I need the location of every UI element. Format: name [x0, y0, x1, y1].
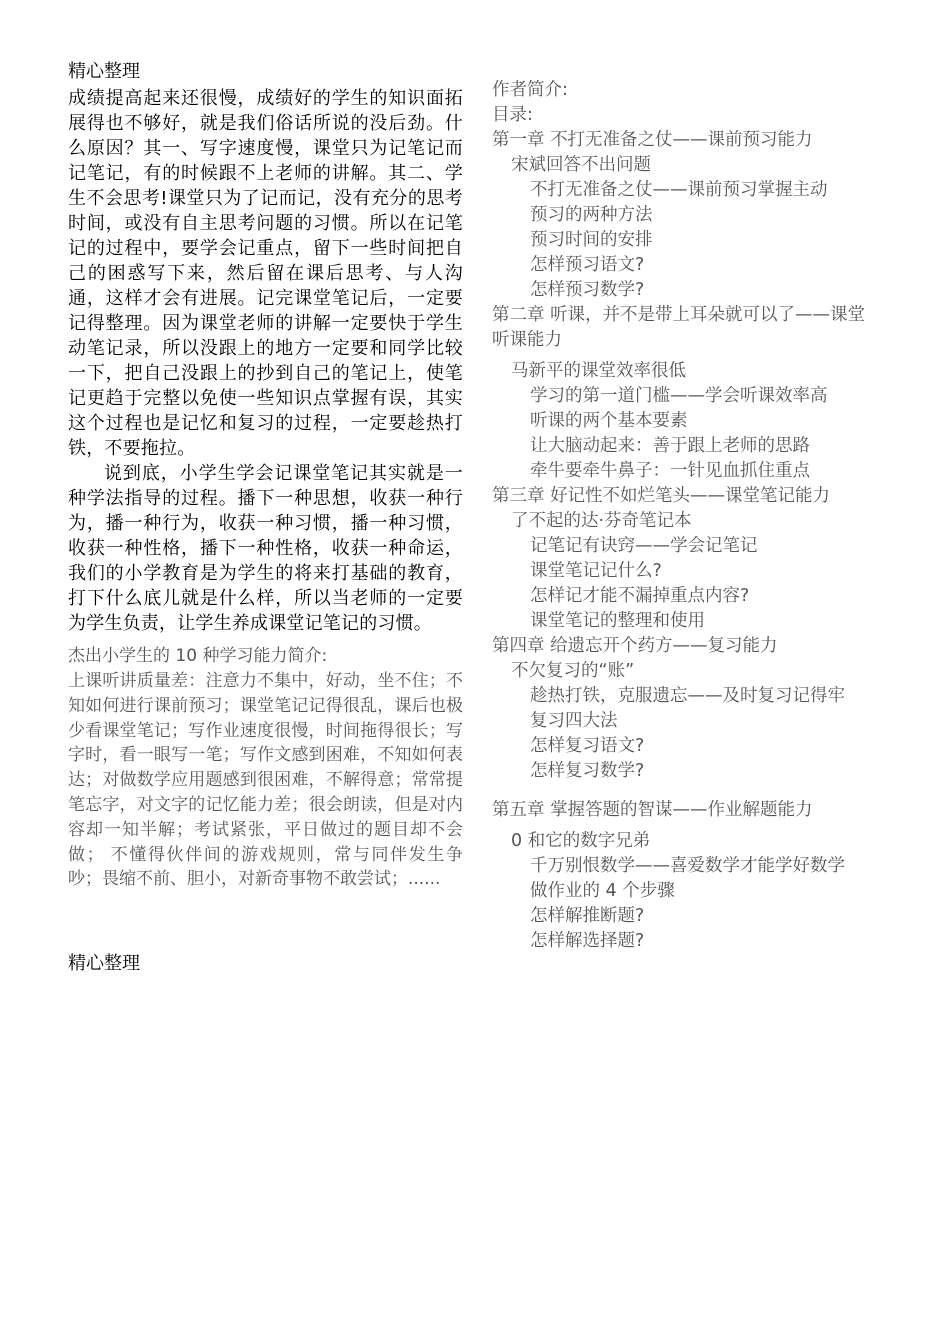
- chapter-5-title: 第五章 掌握答题的智谋——作业解题能力: [492, 800, 813, 820]
- chapter-4-item: 复习四大法: [530, 711, 618, 731]
- left-column: [68, 86, 463, 892]
- chapter-1-item: 预习的两种方法: [530, 205, 653, 225]
- chapter-2-story: 马新平的课堂效率很低: [511, 361, 686, 381]
- chapter-3-item: 课堂笔记的整理和使用: [530, 611, 705, 631]
- chapter-5-story: 0 和它的数字兄弟: [511, 831, 651, 851]
- chapter-1-item: 怎样预习语文?: [530, 255, 645, 275]
- chapter-1-story: 宋斌回答不出问题: [511, 155, 651, 175]
- chapter-3-title: 第三章 好记性不如烂笔头——课堂笔记能力: [492, 486, 831, 506]
- chapter-4-item: 怎样复习语文?: [530, 736, 645, 756]
- toc-label: 目录:: [492, 105, 533, 125]
- body-paragraph-2: 说到底，小学生学会记课堂笔记其实就是一种学法指导的过程。播下一种思想，收获一种行为，播一种行为，收获一种习惯，播一种习惯，收获一种性格，播下一种性格，收获一种命运，我们的小学教育是为学生的将来打基础的教育，打下什么底儿就是什么样，所以当老师的一定要为学生负责，让学生养成课堂记笔记的习惯。: [68, 463, 463, 634]
- chapter-1-item: 怎样预习数学?: [530, 280, 645, 300]
- chapter-5-item: 千万别恨数学——喜爱数学才能学好数学: [530, 856, 845, 876]
- chapter-5-item: 怎样解推断题?: [530, 906, 645, 926]
- chapter-3-item: 怎样记才能不漏掉重点内容?: [530, 586, 750, 606]
- author-intro-label: 作者简介:: [492, 80, 568, 100]
- body-paragraph-1: 成绩提高起来还很慢，成绩好的学生的知识面拓展得也不够好，就是我们俗话所说的没后劲。什么原因？其一、写字速度慢，课堂只为记笔记而记笔记，有的时候跟不上老师的讲解。其二、学生不会思考!课堂只为了记而记，没有充分的思考时间，或没有自主思考问题的习惯。所以在记笔记的过程中，要学会记重点，留下一些时间把自己的困惑写下来，然后留在课后思考、与人沟通，这样才会有进展。记完课堂笔记后，一定要记得整理。因为课堂老师的讲解一定要快于学生动笔记录，所以没跟上的地方一定要和同学比较一下，把自己没跟上的抄到自己的笔记上，使笔记更趋于完整以免使一些知识点掌握有误，其实这个过程也是记忆和复习的过程，一定要趁热打铁，不要拖拉。: [68, 88, 463, 459]
- chapter-4-item: 怎样复习数学?: [530, 761, 645, 781]
- chapter-2-title: 第二章 听课，并不是带上耳朵就可以了——课堂听课能力: [492, 305, 866, 350]
- ability-section-title: 杰出小学生的 10 种学习能力简介:: [68, 646, 328, 666]
- header-watermark-text: 精心整理: [68, 61, 140, 82]
- ability-section-text: 上课听讲质量差：注意力不集中，好动，坐不住；不知如何进行课前预习；课堂笔记记得很乱，课后也极少看课堂笔记；写作业速度很慢，时间拖得很长；写字时，看一眼写一笔；写作文感到困难，不知如何表达；对做数学应用题感到很困难，不解得意；常常提笔忘字，对文字的记忆能力差；很会朗读，但是对内容却一知半解；考试紧张，平日做过的题目却不会做； 不懂得伙伴间的游戏规则，常与同伴发生争吵；畏缩不前、胆小，对新奇事物不敢尝试；......: [68, 671, 463, 890]
- chapter-2-item: 让大脑动起来：善于跟上老师的思路: [530, 436, 810, 456]
- chapter-5-item: 做作业的 4 个步骤: [530, 881, 675, 901]
- footer-watermark-text: 精心整理: [68, 953, 140, 974]
- chapter-1-item: 不打无准备之仗——课前预习掌握主动: [530, 180, 828, 200]
- right-column-toc: [492, 78, 887, 954]
- chapter-2-item: 牵牛要牵牛鼻子：一针见血抓住重点: [530, 461, 810, 481]
- chapter-5-item: 怎样解选择题?: [530, 931, 645, 951]
- chapter-2-item: 学习的第一道门槛——学会听课效率高: [530, 386, 828, 406]
- chapter-3-item: 课堂笔记记什么?: [530, 561, 662, 581]
- chapter-1-item: 预习时间的安排: [530, 230, 653, 250]
- chapter-3-item: 记笔记有诀窍——学会记笔记: [530, 536, 758, 556]
- chapter-1-title: 第一章 不打无准备之仗——课前预习能力: [492, 130, 813, 150]
- chapter-4-item: 趁热打铁，克服遗忘——及时复习记得牢: [530, 686, 845, 706]
- chapter-3-story: 了不起的达·芬奇笔记本: [511, 511, 692, 531]
- chapter-4-story: 不欠复习的“账”: [511, 661, 635, 681]
- chapter-4-title: 第四章 给遗忘开个药方——复习能力: [492, 636, 778, 656]
- chapter-2-item: 听课的两个基本要素: [530, 411, 688, 431]
